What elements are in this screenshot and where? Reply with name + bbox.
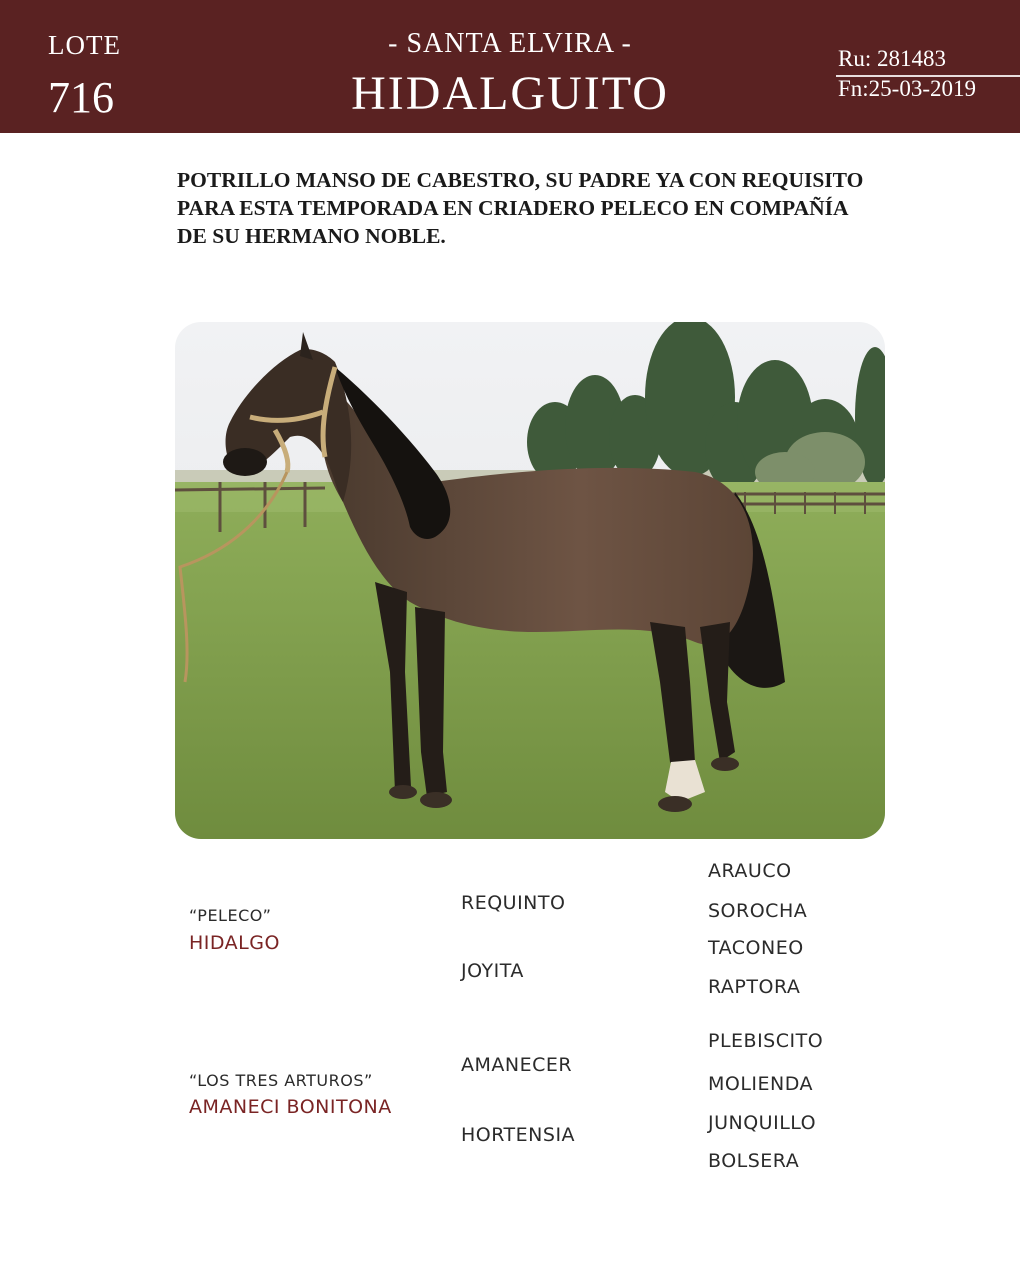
maternal-grandsire: AMANECER xyxy=(461,1054,573,1076)
great-grandparent: BOLSERA xyxy=(708,1150,800,1172)
great-grandparent: RAPTORA xyxy=(708,976,801,998)
great-grandparent: ARAUCO xyxy=(708,860,792,882)
great-grandparent: TACONEO xyxy=(708,937,804,959)
sire-name: HIDALGO xyxy=(189,932,280,954)
header-banner xyxy=(0,0,1020,133)
great-grandparent: MOLIENDA xyxy=(708,1073,814,1095)
great-grandparent: JUNQUILLO xyxy=(708,1112,817,1134)
paternal-grandsire: REQUINTO xyxy=(461,892,566,914)
ranch-name: - SANTA ELVIRA - xyxy=(388,28,632,59)
lote-label: LOTE xyxy=(48,30,121,60)
lote-number: 716 xyxy=(48,73,114,122)
sire-breeder: “PELECO” xyxy=(189,906,272,925)
horse-photo xyxy=(175,322,885,839)
dam-breeder: “LOS TRES ARTUROS” xyxy=(189,1071,373,1090)
great-grandparent: SOROCHA xyxy=(708,900,808,922)
maternal-granddam: HORTENSIA xyxy=(461,1124,576,1146)
registration-number: Ru: 281483 xyxy=(838,46,946,71)
horse-name: HIDALGUITO xyxy=(351,67,669,120)
paternal-granddam: JOYITA xyxy=(461,960,524,982)
birth-date: Fn:25-03-2019 xyxy=(838,76,976,101)
great-grandparent: PLEBISCITO xyxy=(708,1030,824,1052)
dam-name: AMANECI BONITONA xyxy=(189,1096,392,1118)
horse-description: POTRILLO MANSO DE CABESTRO, SU PADRE YA CON REQUISITO PARA ESTA TEMPORADA EN CRIADERO PELECO EN COMPAÑÍA DE SU HERMANO NOBLE. xyxy=(177,168,864,248)
